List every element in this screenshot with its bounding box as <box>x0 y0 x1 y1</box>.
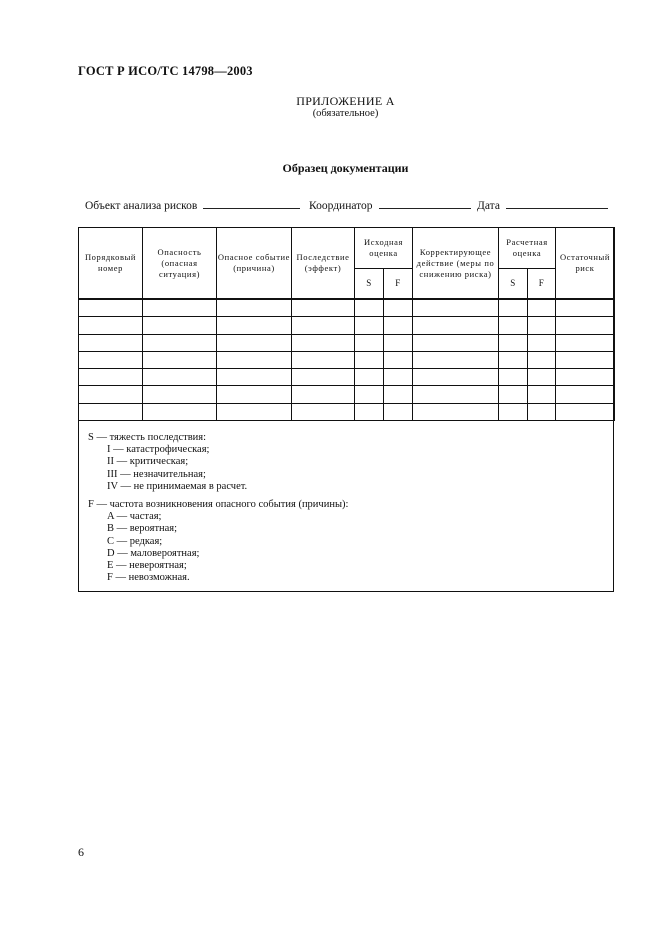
table-cell <box>143 386 217 403</box>
legend-s-title: S — тяжесть последствия: <box>88 432 207 443</box>
legend-f-item: A — частая; <box>107 511 162 523</box>
table-cell <box>499 317 528 334</box>
table-cell <box>143 351 217 368</box>
table-cell <box>384 403 413 420</box>
table-cell <box>79 334 143 351</box>
col-header-initial: Исходная оценка <box>355 228 413 269</box>
table-cell <box>292 334 355 351</box>
table-cell <box>79 369 143 386</box>
table-row <box>79 403 615 420</box>
table-cell <box>217 403 292 420</box>
table-cell <box>384 369 413 386</box>
table-cell <box>528 299 556 317</box>
table-row <box>79 351 615 368</box>
col-header-calculated-f: F <box>528 269 556 300</box>
object-label: Объект анализа рисков <box>85 200 198 212</box>
table-cell <box>292 317 355 334</box>
appendix-status: (обязательное) <box>312 108 379 119</box>
table-cell <box>217 351 292 368</box>
table-cell <box>292 299 355 317</box>
table-cell <box>384 299 413 317</box>
table-cell <box>499 403 528 420</box>
table-cell <box>79 386 143 403</box>
table-cell <box>528 334 556 351</box>
table-cell <box>528 386 556 403</box>
table-cell <box>499 334 528 351</box>
table-cell <box>384 334 413 351</box>
legend-f-item: C — редкая; <box>107 535 163 547</box>
legend-f-item: E — невероятная; <box>107 560 187 572</box>
col-header-calculated: Расчетная оценка <box>499 228 556 269</box>
table-cell <box>413 334 499 351</box>
table-cell <box>528 351 556 368</box>
sample-title: Образец документации <box>282 161 409 175</box>
object-blank-line <box>203 198 300 209</box>
table-cell <box>499 386 528 403</box>
table-cell <box>384 317 413 334</box>
table-cell <box>528 317 556 334</box>
table-cell <box>79 317 143 334</box>
col-header-number: Порядковый номер <box>79 228 143 300</box>
col-header-initial-s: S <box>355 269 384 300</box>
table-cell <box>217 369 292 386</box>
col-header-corrective: Корректирующее действие (меры по снижению риска) <box>413 228 499 300</box>
table-cell <box>355 317 384 334</box>
table-cell <box>556 351 615 368</box>
table-cell <box>413 299 499 317</box>
col-header-initial-f: F <box>384 269 413 300</box>
table-cell <box>556 334 615 351</box>
table-row <box>79 369 615 386</box>
table-cell <box>499 299 528 317</box>
info-field-coordinator <box>309 198 471 212</box>
table-cell <box>355 299 384 317</box>
table-cell <box>143 334 217 351</box>
coordinator-label: Координатор <box>309 200 373 212</box>
documentation-table <box>78 227 615 421</box>
legend-s-item: I — катастрофическая; <box>107 444 210 456</box>
table-cell <box>355 351 384 368</box>
legend-s-item: IV — не принимаемая в расчет. <box>107 480 248 492</box>
table-cell <box>413 403 499 420</box>
table-cell <box>217 334 292 351</box>
table-cell <box>143 299 217 317</box>
table-row <box>79 334 615 351</box>
table-cell <box>79 351 143 368</box>
table-cell <box>292 369 355 386</box>
table-cell <box>413 369 499 386</box>
table-cell <box>292 403 355 420</box>
table-cell <box>79 403 143 420</box>
table-cell <box>355 386 384 403</box>
date-label: Дата <box>477 200 500 212</box>
table-cell <box>528 369 556 386</box>
coordinator-blank-line <box>379 198 471 209</box>
table-cell <box>217 386 292 403</box>
document-code: ГОСТ Р ИСО/ТС 14798—2003 <box>78 64 253 78</box>
col-header-residual: Остаточный риск <box>556 228 615 300</box>
info-field-date <box>477 198 608 212</box>
col-header-calculated-s: S <box>499 269 528 300</box>
table-cell <box>413 317 499 334</box>
legend-f-item: D — маловероятная; <box>107 547 200 559</box>
info-field-object <box>85 198 300 212</box>
legend-f-title: F — частота возникновения опасного события (причины): <box>88 499 349 511</box>
table-cell <box>217 299 292 317</box>
legend-s-item: III — незначительная; <box>107 468 206 480</box>
table-row <box>79 299 615 317</box>
legend-f-item: F — невозможная. <box>107 572 190 584</box>
table-cell <box>499 351 528 368</box>
table-cell <box>292 386 355 403</box>
table-cell <box>556 299 615 317</box>
table-cell <box>143 317 217 334</box>
table-cell <box>143 403 217 420</box>
page-number: 6 <box>78 845 84 859</box>
legend <box>88 432 348 584</box>
col-header-event: Опасное событие (причина) <box>217 228 292 300</box>
table-row <box>79 317 615 334</box>
table-cell <box>499 369 528 386</box>
col-header-consequence: Последствие (эффект) <box>292 228 355 300</box>
table-cell <box>528 403 556 420</box>
table-cell <box>79 299 143 317</box>
table-cell <box>556 369 615 386</box>
legend-s-item: II — критическая; <box>107 456 189 468</box>
table-cell <box>556 317 615 334</box>
date-blank-line <box>506 198 608 209</box>
table-cell <box>355 369 384 386</box>
table-cell <box>556 386 615 403</box>
table-body <box>79 299 615 421</box>
table-cell <box>355 403 384 420</box>
table-cell <box>556 403 615 420</box>
table-cell <box>217 317 292 334</box>
table-cell <box>355 334 384 351</box>
table-row <box>79 386 615 403</box>
table-cell <box>384 386 413 403</box>
table-cell <box>384 351 413 368</box>
legend-f-item: B — вероятная; <box>107 523 178 535</box>
table-cell <box>413 386 499 403</box>
table-cell <box>413 351 499 368</box>
table-cell <box>143 369 217 386</box>
col-header-hazard: Опасность (опасная ситуация) <box>143 228 217 300</box>
table-cell <box>292 351 355 368</box>
appendix-title: ПРИЛОЖЕНИЕ А <box>296 94 395 108</box>
